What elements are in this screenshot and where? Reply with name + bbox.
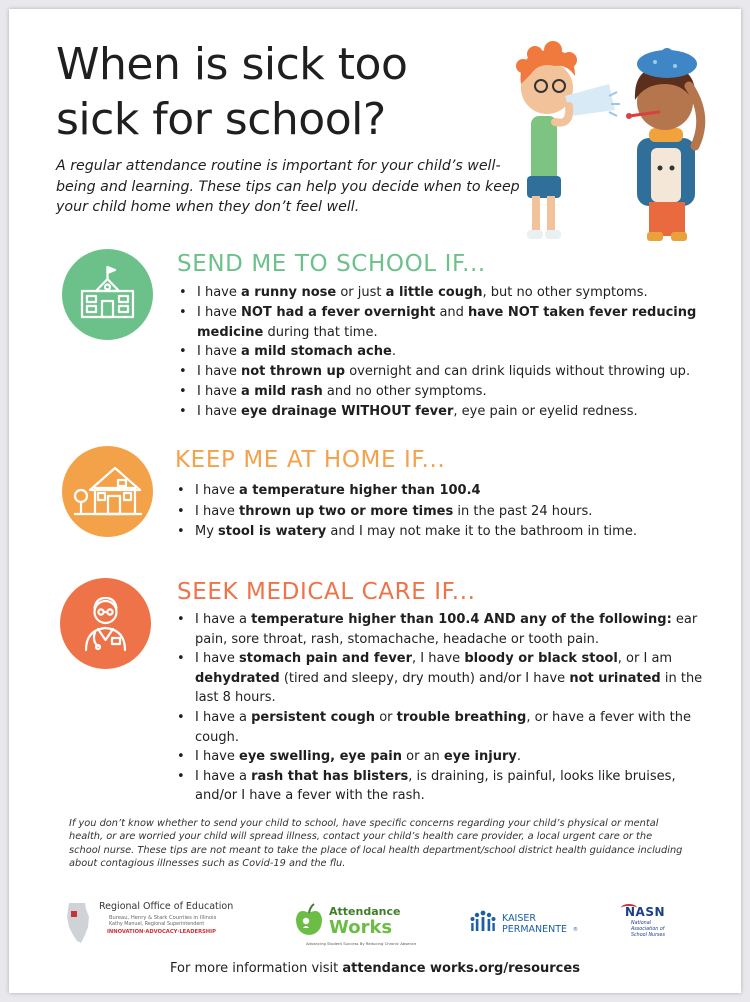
apple-icon <box>294 903 324 937</box>
title-line-1: When is sick too <box>56 39 408 90</box>
bold-text: a little cough <box>385 285 483 300</box>
flyer-page <box>9 9 741 993</box>
item-text: and I may not make it to the bathroom in time. <box>326 524 637 539</box>
more-info-text: For more information visit <box>170 961 343 976</box>
boy-sneezing-figure <box>516 41 620 239</box>
item-text: I have <box>195 749 239 765</box>
bold-text: NOT had a fever overnight <box>241 304 436 320</box>
item-text: . <box>516 749 522 765</box>
bold-text: persistent cough <box>251 709 376 725</box>
footer-disclaimer: If you don’t know whether to send your child to school, have specific concerns regarding your child’s physical or mental health, or are worried your child will spread illness, contact your child’s health care provider, a local urgent care or the school nurse. These tips are not meant to take the place of local health department/school district health guidance including about contagious illnesses such as Covid-19 and the flu. <box>69 818 683 870</box>
list-item <box>177 382 717 402</box>
aw-name-1: Attendance <box>329 905 401 918</box>
list-item <box>175 708 705 747</box>
item-text: , or I am <box>617 651 673 667</box>
bold-text: a mild stomach ache <box>241 344 392 360</box>
list-item <box>177 402 717 422</box>
item-text: in the past 24 hours. <box>453 503 593 519</box>
house-icon <box>62 446 153 537</box>
nasn-swoosh <box>621 904 637 912</box>
intro-text: A regular attendance routine is important for your child’s well-being and learning. These tips can help you decide when to keep your child home when they don’t feel well. <box>56 158 520 215</box>
item-text: , is draining, is painful, looks like bruises, and/or I have a fever with the rash. <box>195 768 676 804</box>
item-text: or <box>375 709 397 725</box>
list-item <box>175 481 715 502</box>
list-item <box>177 283 717 303</box>
item-text: overnight and can drink liquids without throwing up. <box>345 364 691 380</box>
item-text: , eye pain or eyelid redness. <box>453 403 638 419</box>
doctor-icon <box>60 578 151 669</box>
item-text: and <box>435 304 469 320</box>
kaiser-permanente-logo <box>469 909 589 943</box>
list-item <box>177 342 717 362</box>
bold-text: a runny nose <box>241 285 337 300</box>
item-text: My <box>195 524 219 539</box>
item-text: , I have <box>412 651 465 667</box>
section-heading: SEEK MEDICAL CARE IF... <box>177 579 476 605</box>
title-line-2: sick for school? <box>56 94 386 145</box>
roe-logo <box>65 899 265 947</box>
nasn-subtitle-3: School Nurses <box>631 933 665 938</box>
list-item <box>177 303 717 343</box>
send-to-school-list <box>177 283 717 422</box>
seek-medical-care-list <box>175 610 705 806</box>
girl-fever-figure <box>626 48 701 241</box>
item-text: (tired and sleepy, dry mouth) and/or I have <box>279 670 570 686</box>
more-info-line <box>9 961 741 976</box>
bold-text: temperature higher than 100.4 AND any of the following: <box>251 612 672 627</box>
keep-at-home-list <box>175 481 715 543</box>
school-icon <box>62 249 153 340</box>
nasn-subtitle-1: National <box>631 921 651 926</box>
item-text: during that time. <box>263 324 378 340</box>
nasn-logo <box>617 901 677 947</box>
bold-text: dehydrated <box>195 670 280 686</box>
kp-name-1: KAISER <box>502 913 536 924</box>
bold-text: not urinated <box>569 670 661 686</box>
bold-text: trouble breathing <box>396 709 527 725</box>
bold-text: stomach pain and fever <box>239 651 413 667</box>
bold-text: bloody or black stool <box>464 651 618 667</box>
item-text: or just <box>336 285 386 300</box>
item-text: I have <box>197 364 241 380</box>
section-heading: SEND ME TO SCHOOL IF... <box>177 251 486 277</box>
list-item <box>177 362 717 382</box>
item-text: I have <box>197 304 241 320</box>
item-text: or an <box>402 749 444 765</box>
kp-name-2: PERMANENTE <box>502 924 568 935</box>
roe-subtitle: Bureau, Henry & Stark Counties in Illinois <box>109 915 217 921</box>
bold-text: thrown up two or more times <box>239 503 454 519</box>
aw-tagline: Advancing Student Success By Reducing Chronic Absence <box>306 941 417 946</box>
list-item <box>175 502 715 523</box>
list-item <box>175 610 705 649</box>
section-heading: KEEP ME AT HOME IF... <box>175 447 446 473</box>
bold-text: not thrown up <box>241 364 346 380</box>
item-text: I have <box>197 344 241 360</box>
bold-text: stool is watery <box>218 524 327 539</box>
item-text: I have <box>195 483 239 498</box>
nasn-name: NASN <box>625 905 666 919</box>
kaiser-sunburst-icon <box>469 909 497 933</box>
item-text: , or have a fever with the cough. <box>195 709 691 745</box>
illinois-state-icon <box>65 901 91 945</box>
attendance-works-logo <box>294 901 417 949</box>
item-text: I have <box>197 383 241 399</box>
aw-name-2: Works <box>329 917 393 938</box>
item-text: I have a <box>195 768 252 784</box>
kp-registered-mark: ® <box>573 927 578 933</box>
partner-logos <box>9 897 741 952</box>
item-text: I have <box>197 285 241 300</box>
item-text: I have a <box>195 612 252 627</box>
item-text: I have <box>195 651 239 667</box>
page-title <box>56 37 486 147</box>
list-item <box>175 767 705 806</box>
sick-children-illustration <box>509 26 719 256</box>
bold-text: rash that has blisters <box>251 768 409 784</box>
item-text: and no other symptoms. <box>322 383 487 399</box>
list-item <box>175 649 705 708</box>
bold-text: a temperature higher than 100.4 <box>239 483 481 498</box>
bold-text: eye drainage WITHOUT fever <box>241 403 454 419</box>
list-item <box>175 522 715 543</box>
roe-tagline: INNOVATION·ADVOCACY·LEADERSHIP <box>107 929 216 935</box>
item-text: . <box>391 344 396 360</box>
roe-name: Regional Office of Education <box>99 901 234 912</box>
item-text: ear pain, sore throat, rash, stomachache, headache or tooth pain. <box>195 612 698 647</box>
bold-text: eye swelling, eye pain <box>239 749 403 765</box>
nasn-subtitle-2: Association of <box>631 927 665 932</box>
item-text: , but no other symptoms. <box>482 285 648 300</box>
roe-subtitle-2: Kathy Manuel, Regional Superintendent <box>109 922 205 927</box>
item-text: I have <box>197 403 241 419</box>
item-text: in the last 8 hours. <box>195 670 703 706</box>
item-text: I have a <box>195 709 252 725</box>
bold-text: eye injury <box>443 749 517 765</box>
more-info-link[interactable]: attendance works.org/resources <box>342 961 580 976</box>
item-text: I have <box>195 503 239 519</box>
bold-text: a mild rash <box>241 383 323 399</box>
list-item <box>175 747 705 767</box>
bold-text: have NOT taken fever reducing medicine <box>197 304 697 340</box>
